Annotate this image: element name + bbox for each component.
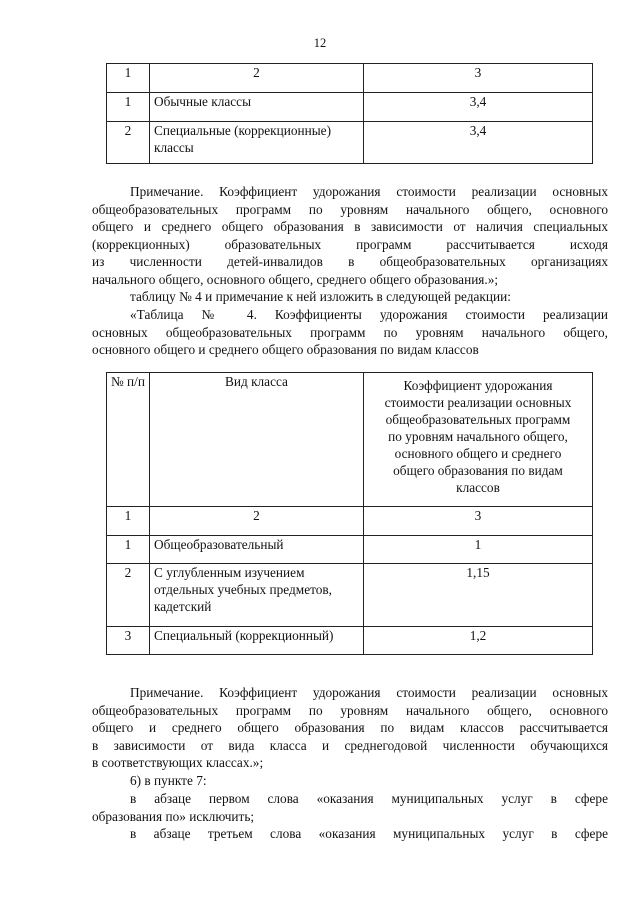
table-4-title — [92, 306, 608, 359]
text-line: образования по» исключить; — [92, 808, 255, 824]
table-cell: 1,2 — [364, 627, 593, 655]
table-header-cell: Вид класса — [150, 373, 364, 507]
instruction-paragraph: таблицу № 4 и примечание к ней изложить в следующей редакции: — [130, 289, 511, 304]
text-line: в соответствующих классах.»; — [92, 755, 264, 770]
table-header-cell: № п/п — [107, 373, 150, 507]
table-cell — [150, 564, 364, 627]
text-line: в абзаце первом слова «оказания муниципальных услуг в сфере — [130, 791, 608, 806]
table-row — [107, 564, 593, 627]
text-line: основных общеобразовательных программ по уровням начального общего, — [92, 324, 608, 340]
table-cell — [150, 122, 364, 164]
paragraph-third-amendment: в абзаце третьем слова «оказания муниципальных услуг в сфере — [130, 826, 608, 841]
header-line: классов — [456, 480, 500, 495]
table-row — [107, 536, 593, 564]
table-cell: 2 — [150, 507, 364, 536]
table-header-cell — [364, 373, 593, 507]
table-cell: 2 — [150, 64, 364, 93]
header-line: общего образования по видам — [393, 463, 563, 478]
coefficients-table-3 — [106, 63, 593, 164]
text-line: в зависимости от вида класса и среднегодовой численности обучающихся — [92, 737, 608, 753]
text-line: из численности детей-инвалидов в общеобразовательных организациях — [92, 254, 608, 269]
header-line: стоимости реализации основных — [384, 395, 572, 410]
table-cell: Специальный (коррекционный) — [150, 627, 364, 655]
text-line: общеобразовательных программ по уровням начального общего, основного — [92, 201, 608, 217]
cell-line: отдельных учебных предметов, — [154, 582, 332, 597]
table-cell: Обычные классы — [150, 93, 364, 122]
text-line: «Таблица № 4. Коэффициенты удорожания стоимости реализации — [130, 307, 608, 322]
text-line: общеобразовательных программ по уровням начального общего, основного — [92, 702, 608, 718]
paragraph-first-amendment — [92, 790, 608, 825]
table-cell: Общеобразовательный — [150, 536, 364, 564]
table-cell: 3 — [364, 64, 593, 93]
header-line: основного общего и среднего — [394, 446, 562, 461]
text-line: Примечание. Коэффициент удорожания стоимости реализации основных — [130, 184, 608, 199]
cell-line: Специальные (коррекционные) — [154, 123, 332, 138]
note-paragraph-1 — [92, 183, 608, 288]
table-cell: 3,4 — [364, 122, 593, 164]
text-line: общего и среднего общего образования по видам классов рассчитывается — [92, 720, 608, 735]
cell-line: кадетский — [154, 599, 212, 614]
table-row — [107, 93, 593, 122]
table-row — [107, 122, 593, 164]
text-line: Примечание. Коэффициент удорожания стоимости реализации основных — [130, 685, 608, 700]
note-paragraph-2 — [92, 684, 608, 772]
table-cell: 1,15 — [364, 564, 593, 627]
table-cell: 1 — [107, 93, 150, 122]
table-cell: 1 — [107, 507, 150, 536]
table-cell: 1 — [364, 536, 593, 564]
table-numbering-row — [107, 507, 593, 536]
text-line: основного общего и среднего общего образования по видам классов — [92, 342, 479, 357]
text-line: (коррекционных) образовательных программ рассчитывается исходя — [92, 236, 608, 252]
coefficients-table-4 — [106, 372, 593, 655]
table-cell: 1 — [107, 536, 150, 564]
header-line: Коэффициент удорожания — [403, 378, 553, 393]
header-line: общеобразовательных программ — [385, 412, 571, 427]
header-line: по уровням начального общего, — [388, 429, 568, 444]
table-header-row — [107, 64, 593, 93]
table-cell: 3 — [364, 507, 593, 536]
item-6: 6) в пункте 7: — [130, 773, 207, 788]
text-line: общего и среднего общего образования в зависимости от наличия специальных — [92, 219, 608, 234]
table-header-row — [107, 373, 593, 507]
table-cell: 1 — [107, 64, 150, 93]
table-cell: 3,4 — [364, 93, 593, 122]
cell-line: классы — [154, 140, 194, 155]
page-number: 12 — [313, 36, 327, 50]
cell-line: С углубленным изучением — [154, 565, 305, 580]
table-cell: 3 — [107, 627, 150, 655]
table-cell: 2 — [107, 122, 150, 164]
table-row — [107, 627, 593, 655]
text-line: начального общего, основного общего, среднего общего образования.»; — [92, 271, 499, 287]
table-cell: 2 — [107, 564, 150, 627]
